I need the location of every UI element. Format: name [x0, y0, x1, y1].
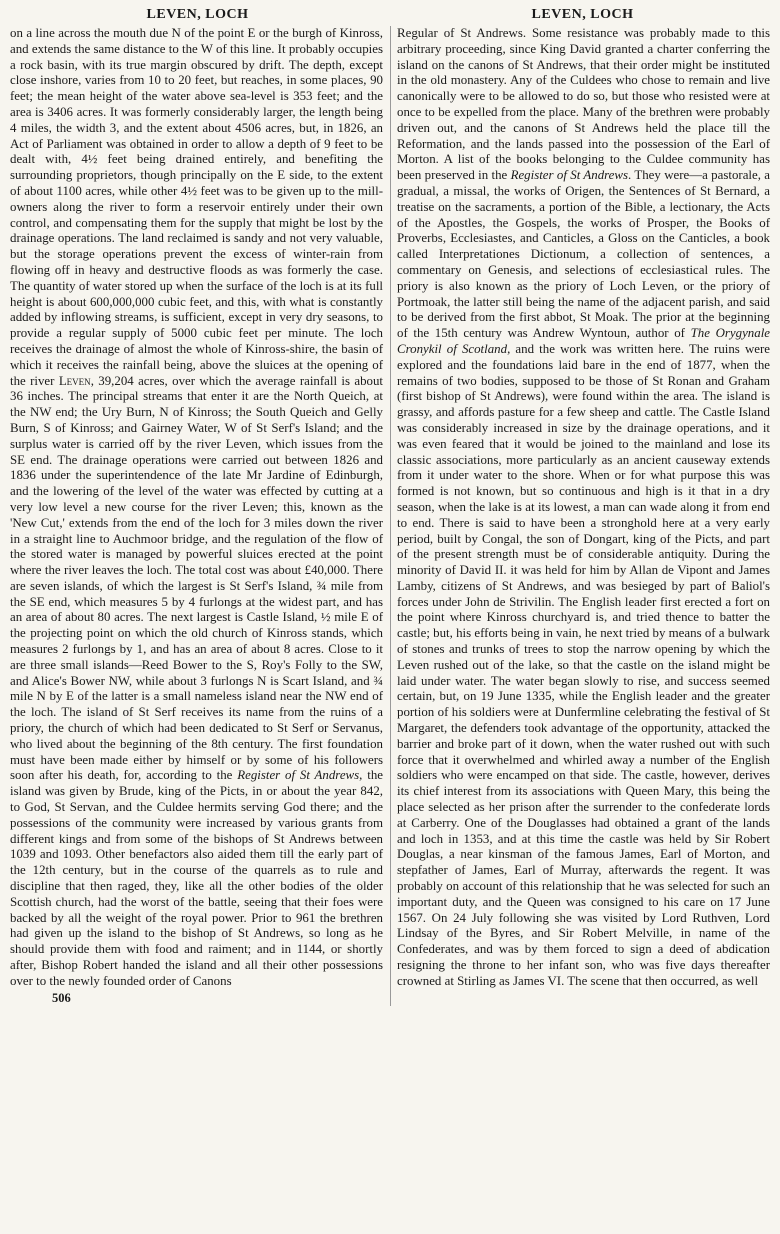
left-text-part-3: , the island was given by Brude, king of the Picts, in or about the year 842, to God, St Servan, and the Culdee hermits serving God there; and the possessions of the community were increased by various grants from different kings and from some of the bishops of St Andrews between 1039 and 1093. Other benefactors also aided them till the early part of the 12th century, but in the course of the quarrels as to rule and discipline that then raged, they, like all the other bodies of the older Scottish church, had the worst of the battle, seeing that their foes were backed by all the weight of the royal power. Prior to 961 the brethren had given up the island to the bishop of St Andrews, so long as he should provide them with food and raiment; and in 1144, or shortly after, Bishop Robert handed the island and all their other possessions over to the newly founded order of Canons — [10, 768, 383, 988]
left-text-part-2: , 39,204 acres, over which the average rainfall is about 36 inches. The principal streams that enter it are the North Queich, at the NW end; the Ury Burn, N of Kinross; the South Queich and Gelly Burn, S of Kinross; and Gairney Water, W of St Serf's Island; and the surplus water is carried off by the river Leven, which issues from the SE end. The drainage operations were carried out between 1826 and 1836 under the superintendence of the late Mr Jardine of Edinburgh, and the lowering of the level of the water was effected by cutting at a very low level a new course for the river Leven; this, known as the 'New Cut,' extends from the end of the loch for 3 miles down the river in a straight line to Auchmoor bridge, and the regulation of the flow of the stored water is managed by powerful sluices erected at the point where the river leaves the loch. The total cost was about £40,000. There are seven islands, of which the largest is St Serf's Island, ¾ mile from the SE end, which measures 5 by 4 furlongs at the widest part, and has an area of about 80 acres. The next largest is Castle Island, ½ mile E of the projecting point on which the old church of Kinross stands, which measures 2 furlongs by 1, and has an area of about 8 acres. Close to it are three small islands—Reed Bower to the S, Roy's Folly to the SW, and Alice's Bower NW, while about 3 furlongs N is Scart Island, and ¾ mile N by E of the latter is a small nameless island near the NW end of the loch. The island of St Serf receives its name from the ruins of a priory, the church of which had been dedicated to St Serf or Servanus, who lived about the beginning of the 8th century. The first foundation must have been made either by himself or by some of his followers soon after his death, for, according to the — [10, 373, 383, 783]
register-title-left: Register of St Andrews — [237, 768, 360, 783]
page-number: 506 — [52, 990, 71, 1005]
running-headers — [10, 4, 770, 26]
left-column — [10, 26, 383, 1006]
running-head-right: LEVEN, LOCH — [531, 7, 634, 22]
register-title-right: Register of St Andrews — [510, 168, 629, 183]
text-columns — [10, 26, 770, 1006]
column-divider — [390, 26, 391, 1006]
left-column-text — [10, 26, 383, 990]
right-column — [397, 26, 770, 1006]
right-text-part-1: Regular of St Andrews. Some resistance was probably made to this arbitrary proceeding, since King David granted a charter conferring the island on the canons of St Andrews, that their order might be instituted in the old monastery. Any of the Culdees who chose to remain and live canonically were to be allowed to do so, but those who resisted were at once to be expelled from the place. Many of the brethren were probably driven out, and the canons of St Andrews held the place till the Reformation, and the lands passed into the possession of the Earl of Morton. A list of the books belonging to the Culdee community has been preserved in the — [397, 26, 770, 183]
right-column-text — [397, 26, 770, 990]
leven-smallcaps: Leven — [58, 373, 91, 388]
right-text-part-2: . They were—a pastorale, a gradual, a missal, the works of Origen, the Sentences of St Bernard, a treatise on the sacraments, a portion of the Bible, a lectionary, the Acts of the Apostles, the Gospels, the works of Prosper, the Books of Proverbs, Ecclesiastes, and Canticles, a Gloss on the Canticles, a book called Interpretationes Dictionum, a collection of sentences, a commentary on Genesis, and selections of ecclesiastical rules. The priory is also known as the priory of Loch Leven, or the priory of Portmoak, the latter still being the name of the adjacent parish, and said to be derived from the first abbot, St Moak. The prior at the beginning of the 15th century was Andrew Wyntoun, author of — [397, 168, 770, 341]
cronykil-title: The Orygynale Cronykil of Scotland — [397, 326, 771, 356]
right-text-part-3: , and the work was written here. The ruins were explored and the foundations laid bare in the end of 1877, when the remains of two bodies, supposed to be those of St Ronan and Graham (first bishop of St Andrews), were found within the area. The island is grassy, and affords pasture for a few sheep and cattle. The Castle Island was considerably increased in size by the drainage operations, and it was even feared that it would be joined to the mainland and lose its classic associations, more particularly as an ancient causeway extends from it under water to the shore. When or for what purpose this was formed is not known, but so continuous and high is it that in a dry season, when the lake is at its lowest, a man can wade along it from end to end. There is said to have been a stronghold here at a very early period, built by Congal, the son of Dongart, king of the Picts, and part of the present strength must be of considerable antiquity. During the minority of David II. it was held for him by Allan de Vipont and James Lamby, citizens of St Andrews, and was besieged by part of Baliol's forces under John de Strivilin. The English leader first erected a fort on the point where Kinross churchyard is, and tried thence to batter the castle; but, his efforts being in vain, he next tried by means of a bulwark of stones and trunks of trees to stop the narrow opening by which the Leven rushed out of the lake, so that the castle on the island might be laid under water. The water began slowly to rise, and success seemed certain, but, on 19 June 1335, while the English leader and the greater portion of his soldiers were at Dunfermline celebrating the festival of St Margaret, the defenders took advantage of the opportunity, attacked the barrier and broke part of it down, when the water rushed out with such force that it overwhelmed and whirled away a number of the English soldiers who were encamped on that side. The castle, however, derives its chief interest from its associations with Queen Mary, this being the place selected as her prison after the surrender to the confederate lords at Carberry. One of the Douglasses had obtained a grant of the lands and loch in 1353, and at this time the castle was held by Sir Robert Douglas, a near kinsman of the famous James, Earl of Morton, and stepfather of James, Earl of Murray, afterwards the regent. It was probably on account of this relationship that he was selected for such an important duty, and the Queen was consigned to his care on 17 June 1567. On 24 July following she was visited by Lord Ruthven, Lord Lindsay of the Byres, and Sir Robert Melville, in name of the Confederates, and was by them forced to sign a deed of abdication resigning the throne to her infant son, who was five days thereafter crowned at Stirling as James VI. The scene that then occurred, as well — [397, 341, 770, 988]
running-head-left: LEVEN, LOCH — [146, 7, 249, 22]
left-text-part-1: on a line across the mouth due N of the point E or the burgh of Kinross, and extends the same distance to the W of this line. It probably occupies a rock basin, with its true margin obscured by drift. The depth, except close inshore, varies from 10 to 20 feet, but reaches, in some places, 90 feet; the mean height of the water above sea-level is 353 feet; and the area is 3406 acres. It was formerly considerably larger, the length being 4 miles, the width 3, and the extent about 4506 acres, but, in 1826, an Act of Parliament was obtained in order to allow a depth of 9 feet to be dealt with, 4½ feet being drained entirely, and benefiting the surrounding proprietors, though principally on the E side, to the extent of about 1100 acres, while other 4½ feet was to be given up to the mill-owners along the river to form a reservoir entirely under their own control, and compensating them for the supply that might be lost by the drainage operations. The land reclaimed is sandy and not very valuable, but the storage operations prevent the excess of winter-rain from flowing off in heavy and destructive floods as was formerly the case. The quantity of water stored up when the surface of the loch is at its full height is about 600,000,000 cubic feet, and this, with what is constantly added by inflowing streams, is sufficient, except in very dry seasons, to provide a regular supply of 5000 cubic feet per minute. The loch receives the drainage of almost the whole of Kinross-shire, the basin of which it receives the rainfall being, above the sluices at the opening of the river — [10, 26, 383, 388]
